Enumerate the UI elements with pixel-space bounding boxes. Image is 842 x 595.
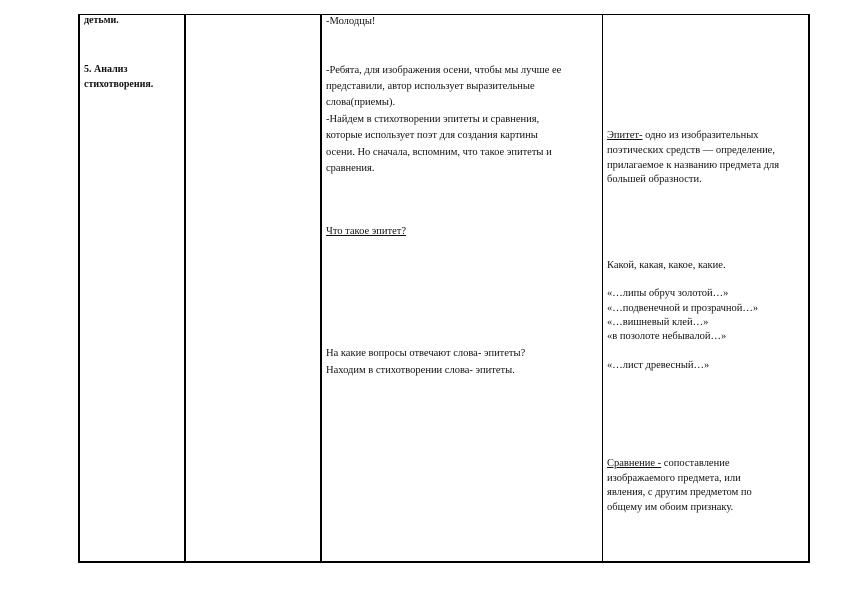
quote-5: «…лист древесный…» [607,360,710,371]
quote-2: «…подвенечной и прозрачной…» [607,303,759,314]
paragraph-2-line-1: -Найдем в стихотворении эпитеты и сравнения, [326,114,540,125]
question-epithet: Что такое эпитет? [326,226,407,237]
comparison-definition-line-3: явления, с другим предметом по [607,487,752,498]
epithet-definition-line-4: большей образности. [607,174,702,185]
epithet-definition-rest: одно из изобразительных [642,130,759,141]
col1-top-fragment: детьми. [84,15,119,26]
paragraph-1-line-2: представили, автор использует выразительные [326,81,535,92]
paragraph-2-line-3: осени. Но сначала, вспомним, что такое эпитеты и [326,147,552,158]
quote-4: «в позолоте небывалой…» [607,331,727,342]
comparison-definition-line-4: общему им обоим признаку. [607,502,734,513]
column-divider-1 [184,15,186,561]
column-divider-2 [320,15,322,561]
epithet-term: Эпитет- [607,130,643,141]
section-title-line1: 5. Анализ [84,64,128,75]
epithet-definition-line-3: прилагаемое к названию предмета для [607,160,780,171]
question-line-2: Находим в стихотворении слова- эпитеты. [326,365,515,376]
section-title-line2: стихотворения. [84,79,154,90]
quote-1: «…липы обруч золотой…» [607,288,729,299]
comparison-definition-line-2: изображаемого предмета, или [607,473,741,484]
comparison-term: Сравнение - [607,458,662,469]
epithet-definition-line-2: поэтических средств — определение, [607,145,775,156]
epithet-definition-line-1 [607,129,759,144]
question-line-1: На какие вопросы отвечают слова- эпитеты? [326,348,526,359]
paragraph-2-line-4: сравнения. [326,163,375,174]
column-divider-3 [602,15,603,561]
paragraph-1-line-3: слова(приемы). [326,97,396,108]
quote-3: «…вишневый клей…» [607,317,709,328]
comparison-definition-rest: сопоставление [661,458,730,469]
comparison-definition-line-1 [607,457,730,472]
paragraph-2-line-2: которые использует поэт для создания картины [326,130,538,141]
questions-answer: Какой, какая, какое, какие. [607,260,726,271]
praise-text: -Молодцы! [326,16,376,27]
paragraph-1-line-1: -Ребята, для изображения осени, чтобы мы лучше ее [326,65,562,76]
